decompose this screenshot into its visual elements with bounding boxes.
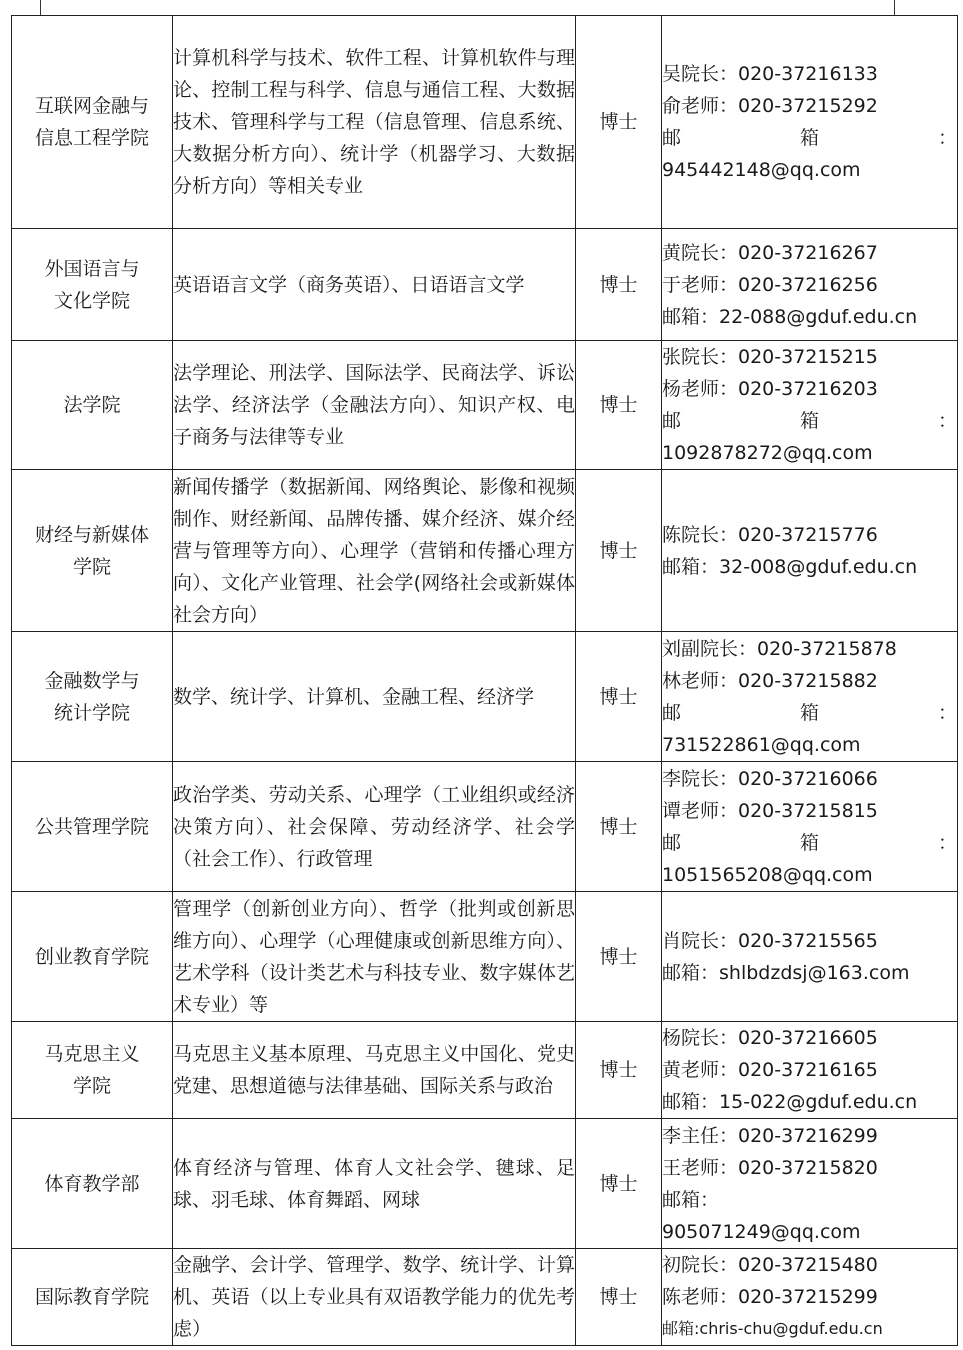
contact-line: 刘副院长：020-37215878: [662, 637, 897, 660]
college-name: 马克思主义 学院: [12, 1022, 173, 1119]
contact-cell: [662, 762, 958, 892]
majors-cell: 政治学类、劳动关系、心理学（工业组织或经济决策方向）、社会保障、劳动经济学、社会学（社会工作）、行政管理: [173, 762, 576, 892]
college-name-index: [0, 0, 1, 1]
contact-line: 杨老师：020-37216203: [662, 378, 878, 400]
contact-cell: [662, 470, 958, 632]
college-name: 互联网金融与 信息工程学院: [12, 16, 173, 229]
college-name: 体育教学部: [12, 1119, 173, 1249]
degree-cell: 博士: [576, 1022, 662, 1119]
contact-line: 谭老师：020-37215815: [662, 799, 878, 822]
table-row: [12, 341, 958, 470]
email-line: 邮箱：shlbdzdsj@163.com: [662, 961, 910, 984]
contact-line: 俞老师：020-37215292: [662, 95, 878, 117]
degree-cell: 博士: [576, 1249, 662, 1346]
table-row: [12, 470, 958, 632]
email-link[interactable]: 1051565208@qq.com: [662, 863, 873, 886]
email-label-line: 邮 箱 ：: [662, 127, 957, 149]
contact-cell: [662, 1119, 958, 1249]
contact-line: 李院长：020-37216066: [662, 767, 878, 790]
contact-line: 陈院长：020-37215776: [662, 523, 878, 546]
majors-cell: 数学、统计学、计算机、金融工程、经济学: [173, 632, 576, 762]
email-link[interactable]: 731522861@qq.com: [662, 733, 861, 756]
table-row: [12, 1119, 958, 1249]
email-link[interactable]: 15-022@gduf.edu.cn: [719, 1091, 918, 1113]
majors-cell: 新闻传播学（数据新闻、网络舆论、影像和视频制作、财经新闻、品牌传播、媒介经济、媒介经营与管理等方向）、心理学（营销和传播心理方向）、文化产业管理、社会学(网络社会或新媒体社会方向）: [173, 470, 576, 632]
email-line: 邮箱：22-088@gduf.edu.cn: [662, 305, 918, 328]
email-line: 邮箱：15-022@gduf.edu.cn: [662, 1091, 918, 1113]
contact-line: 吴院长：020-37216133: [662, 63, 878, 85]
contact-cell: [662, 892, 958, 1022]
contact-line: 陈老师：020-37215299: [662, 1286, 878, 1308]
college-name: 外国语言与 文化学院: [12, 229, 173, 341]
recruitment-table: [11, 15, 958, 1346]
contact-cell: [662, 341, 958, 470]
college-name: 创业教育学院: [12, 892, 173, 1022]
degree-cell: 博士: [576, 632, 662, 762]
table-row: [12, 892, 958, 1022]
email-link[interactable]: shlbdzdsj@163.com: [719, 961, 910, 984]
degree-cell: 博士: [576, 1119, 662, 1249]
email-link[interactable]: chris-chu@gduf.edu.cn: [699, 1319, 883, 1338]
college-name: 国际教育学院: [12, 1249, 173, 1346]
majors-cell: 体育经济与管理、体育人文社会学、毽球、足球、羽毛球、体育舞蹈、网球: [173, 1119, 576, 1249]
contact-line: 肖院长：020-37215565: [662, 929, 878, 952]
contact-line: 张院长：020-37215215: [662, 346, 878, 368]
degree-cell: 博士: [576, 341, 662, 470]
email-link[interactable]: 32-008@gduf.edu.cn: [719, 555, 918, 578]
table-row: [12, 16, 958, 229]
email-label-line: 邮 箱 ：: [662, 701, 957, 724]
contact-line: 王老师：020-37215820: [662, 1156, 878, 1179]
college-name: 法学院: [12, 341, 173, 470]
contact-line: 黄院长：020-37216267: [662, 241, 878, 264]
majors-cell: 管理学（创新创业方向）、哲学（批判或创新思维方向）、心理学（心理健康或创新思维方向）、艺术学科（设计类艺术与科技专业、数字媒体艺术专业）等: [173, 892, 576, 1022]
contact-line: 李主任：020-37216299: [662, 1124, 878, 1147]
degree-cell: 博士: [576, 762, 662, 892]
email-line: 邮箱:chris-chu@gduf.edu.cn: [662, 1319, 883, 1338]
email-link[interactable]: 22-088@gduf.edu.cn: [719, 305, 918, 328]
majors-cell: 马克思主义基本原理、马克思主义中国化、党史党建、思想道德与法律基础、国际关系与政治: [173, 1022, 576, 1119]
email-label-line: 邮 箱 ：: [662, 831, 957, 854]
table-row: [12, 1249, 958, 1346]
majors-cell: 英语语言文学（商务英语）、日语语言文学: [173, 229, 576, 341]
contact-line: 黄老师：020-37216165: [662, 1059, 878, 1081]
degree-cell: 博士: [576, 229, 662, 341]
email-link[interactable]: 945442148@qq.com: [662, 159, 861, 181]
page-edge-mark-left: [40, 0, 41, 16]
contact-line: 林老师：020-37215882: [662, 669, 878, 692]
email-label-line: 邮箱：: [662, 1188, 720, 1211]
majors-cell: 金融学、会计学、管理学、数学、统计学、计算机、英语（以上专业具有双语教学能力的优先考虑）: [173, 1249, 576, 1346]
email-line: 邮箱：32-008@gduf.edu.cn: [662, 555, 918, 578]
table-row: [12, 1022, 958, 1119]
contact-cell: [662, 16, 958, 229]
contact-cell: [662, 1249, 958, 1346]
contact-line: 于老师：020-37216256: [662, 273, 878, 296]
degree-cell: 博士: [576, 470, 662, 632]
college-name: 金融数学与 统计学院: [12, 632, 173, 762]
contact-line: 杨院长：020-37216605: [662, 1027, 878, 1049]
contact-cell: [662, 632, 958, 762]
college-name: 财经与新媒体 学院: [12, 470, 173, 632]
degree-cell: 博士: [576, 892, 662, 1022]
contact-cell: [662, 229, 958, 341]
email-link[interactable]: 905071249@qq.com: [662, 1220, 861, 1243]
degree-cell: 博士: [576, 16, 662, 229]
email-label-line: 邮 箱 ：: [662, 410, 957, 432]
majors-cell: 法学理论、刑法学、国际法学、民商法学、诉讼法学、经济法学（金融法方向）、知识产权、电子商务与法律等专业: [173, 341, 576, 470]
table-row: [12, 229, 958, 341]
contact-cell: [662, 1022, 958, 1119]
email-link[interactable]: 1092878272@qq.com: [662, 442, 873, 464]
table-row: [12, 762, 958, 892]
table-row: [12, 632, 958, 762]
college-name: 公共管理学院: [12, 762, 173, 892]
majors-cell: 计算机科学与技术、软件工程、计算机软件与理论、控制工程与科学、信息与通信工程、大数据技术、管理科学与工程（信息管理、信息系统、大数据分析方向）、统计学（机器学习、大数据分析方向）等相关专业: [173, 16, 576, 229]
contact-line: 初院长：020-37215480: [662, 1254, 878, 1276]
page-edge-mark-right: [894, 0, 895, 16]
